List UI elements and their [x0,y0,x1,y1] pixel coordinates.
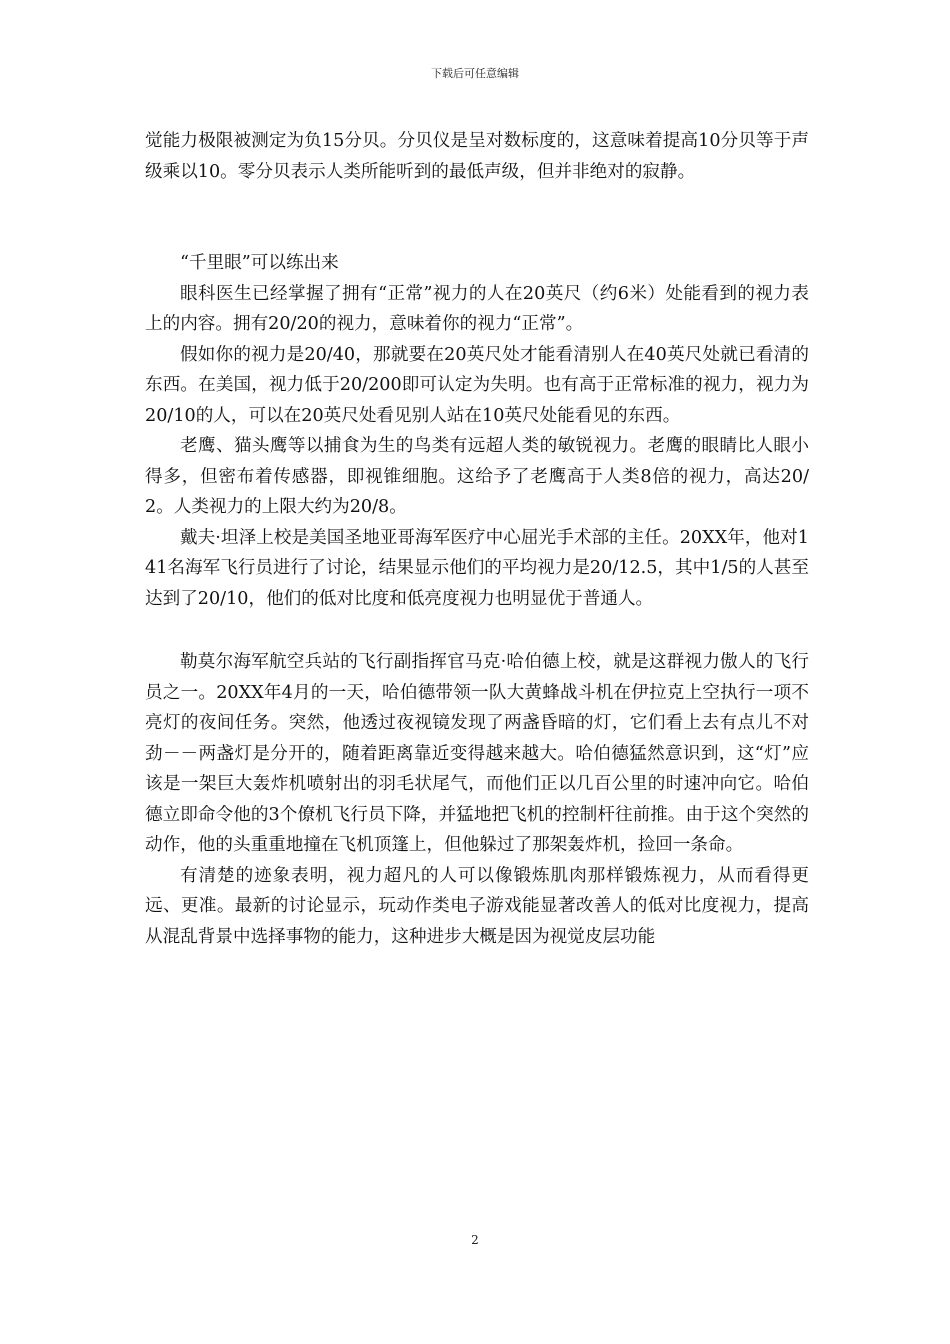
paragraph-continuation: 觉能力极限被测定为负15分贝。分贝仪是呈对数标度的，这意味着提高10分贝等于声级乘以10。零分贝表示人类所能听到的最低声级，但并非绝对的寂静。 [145,131,809,182]
paragraph: 眼科医生已经掌握了拥有“正常”视力的人在20英尺（约6米）处能看到的视力表上的内容。拥有20/20的视力，意味着你的视力“正常”。 [145,283,809,334]
section-heading: “千里眼”可以练出来 [180,253,339,273]
document-body [145,126,809,952]
page-number: 2 [471,1233,479,1247]
paragraph: 假如你的视力是20/40，那就要在20英尺处才能看清别人在40英尺处就已看清的东西。在美国，视力低于20/200即可认定为失明。也有高于正常标准的视力，视力为20/10的人，可以在20英尺处看见别人站在10英尺处能看见的东西。 [145,344,809,426]
page-header: 下载后可任意编辑 [431,67,519,80]
paragraph: 勒莫尔海军航空兵站的飞行副指挥官马克·哈伯德上校，就是这群视力傲人的飞行员之一。20XX年4月的一天，哈伯德带领一队大黄蜂战斗机在伊拉克上空执行一项不亮灯的夜间任务。突然，他透过夜视镜发现了两盏昏暗的灯，它们看上去有点儿不对劲－－两盏灯是分开的，随着距离靠近变得越来越大。哈伯德猛然意识到，这“灯”应该是一架巨大轰炸机喷射出的羽毛状尾气，而他们正以几百公里的时速冲向它。哈伯德立即命令他的3个僚机飞行员下降，并猛地把飞机的控制杆往前推。由于这个突然的动作，他的头重重地撞在飞机顶篷上，但他躲过了那架轰炸机，捡回一条命。 [145,652,809,855]
paragraph: 老鹰、猫头鹰等以捕食为生的鸟类有远超人类的敏锐视力。老鹰的眼睛比人眼小得多，但密布着传感器，即视锥细胞。这给予了老鹰高于人类8倍的视力，高达20/2。人类视力的上限大约为20/8。 [145,436,809,517]
paragraph: 有清楚的迹象表明，视力超凡的人可以像锻炼肌肉那样锻炼视力，从而看得更远、更准。最新的讨论显示，玩动作类电子游戏能显著改善人的低对比度视力，提高从混乱背景中选择事物的能力，这种进步大概是因为视觉皮层功能 [145,865,809,947]
paragraph: 戴夫·坦泽上校是美国圣地亚哥海军医疗中心屈光手术部的主任。20XX年，他对141名海军飞行员进行了讨论，结果显示他们的平均视力是20/12.5，其中1/5的人甚至达到了20/10，他们的低对比度和低亮度视力也明显优于普通人。 [145,527,809,609]
